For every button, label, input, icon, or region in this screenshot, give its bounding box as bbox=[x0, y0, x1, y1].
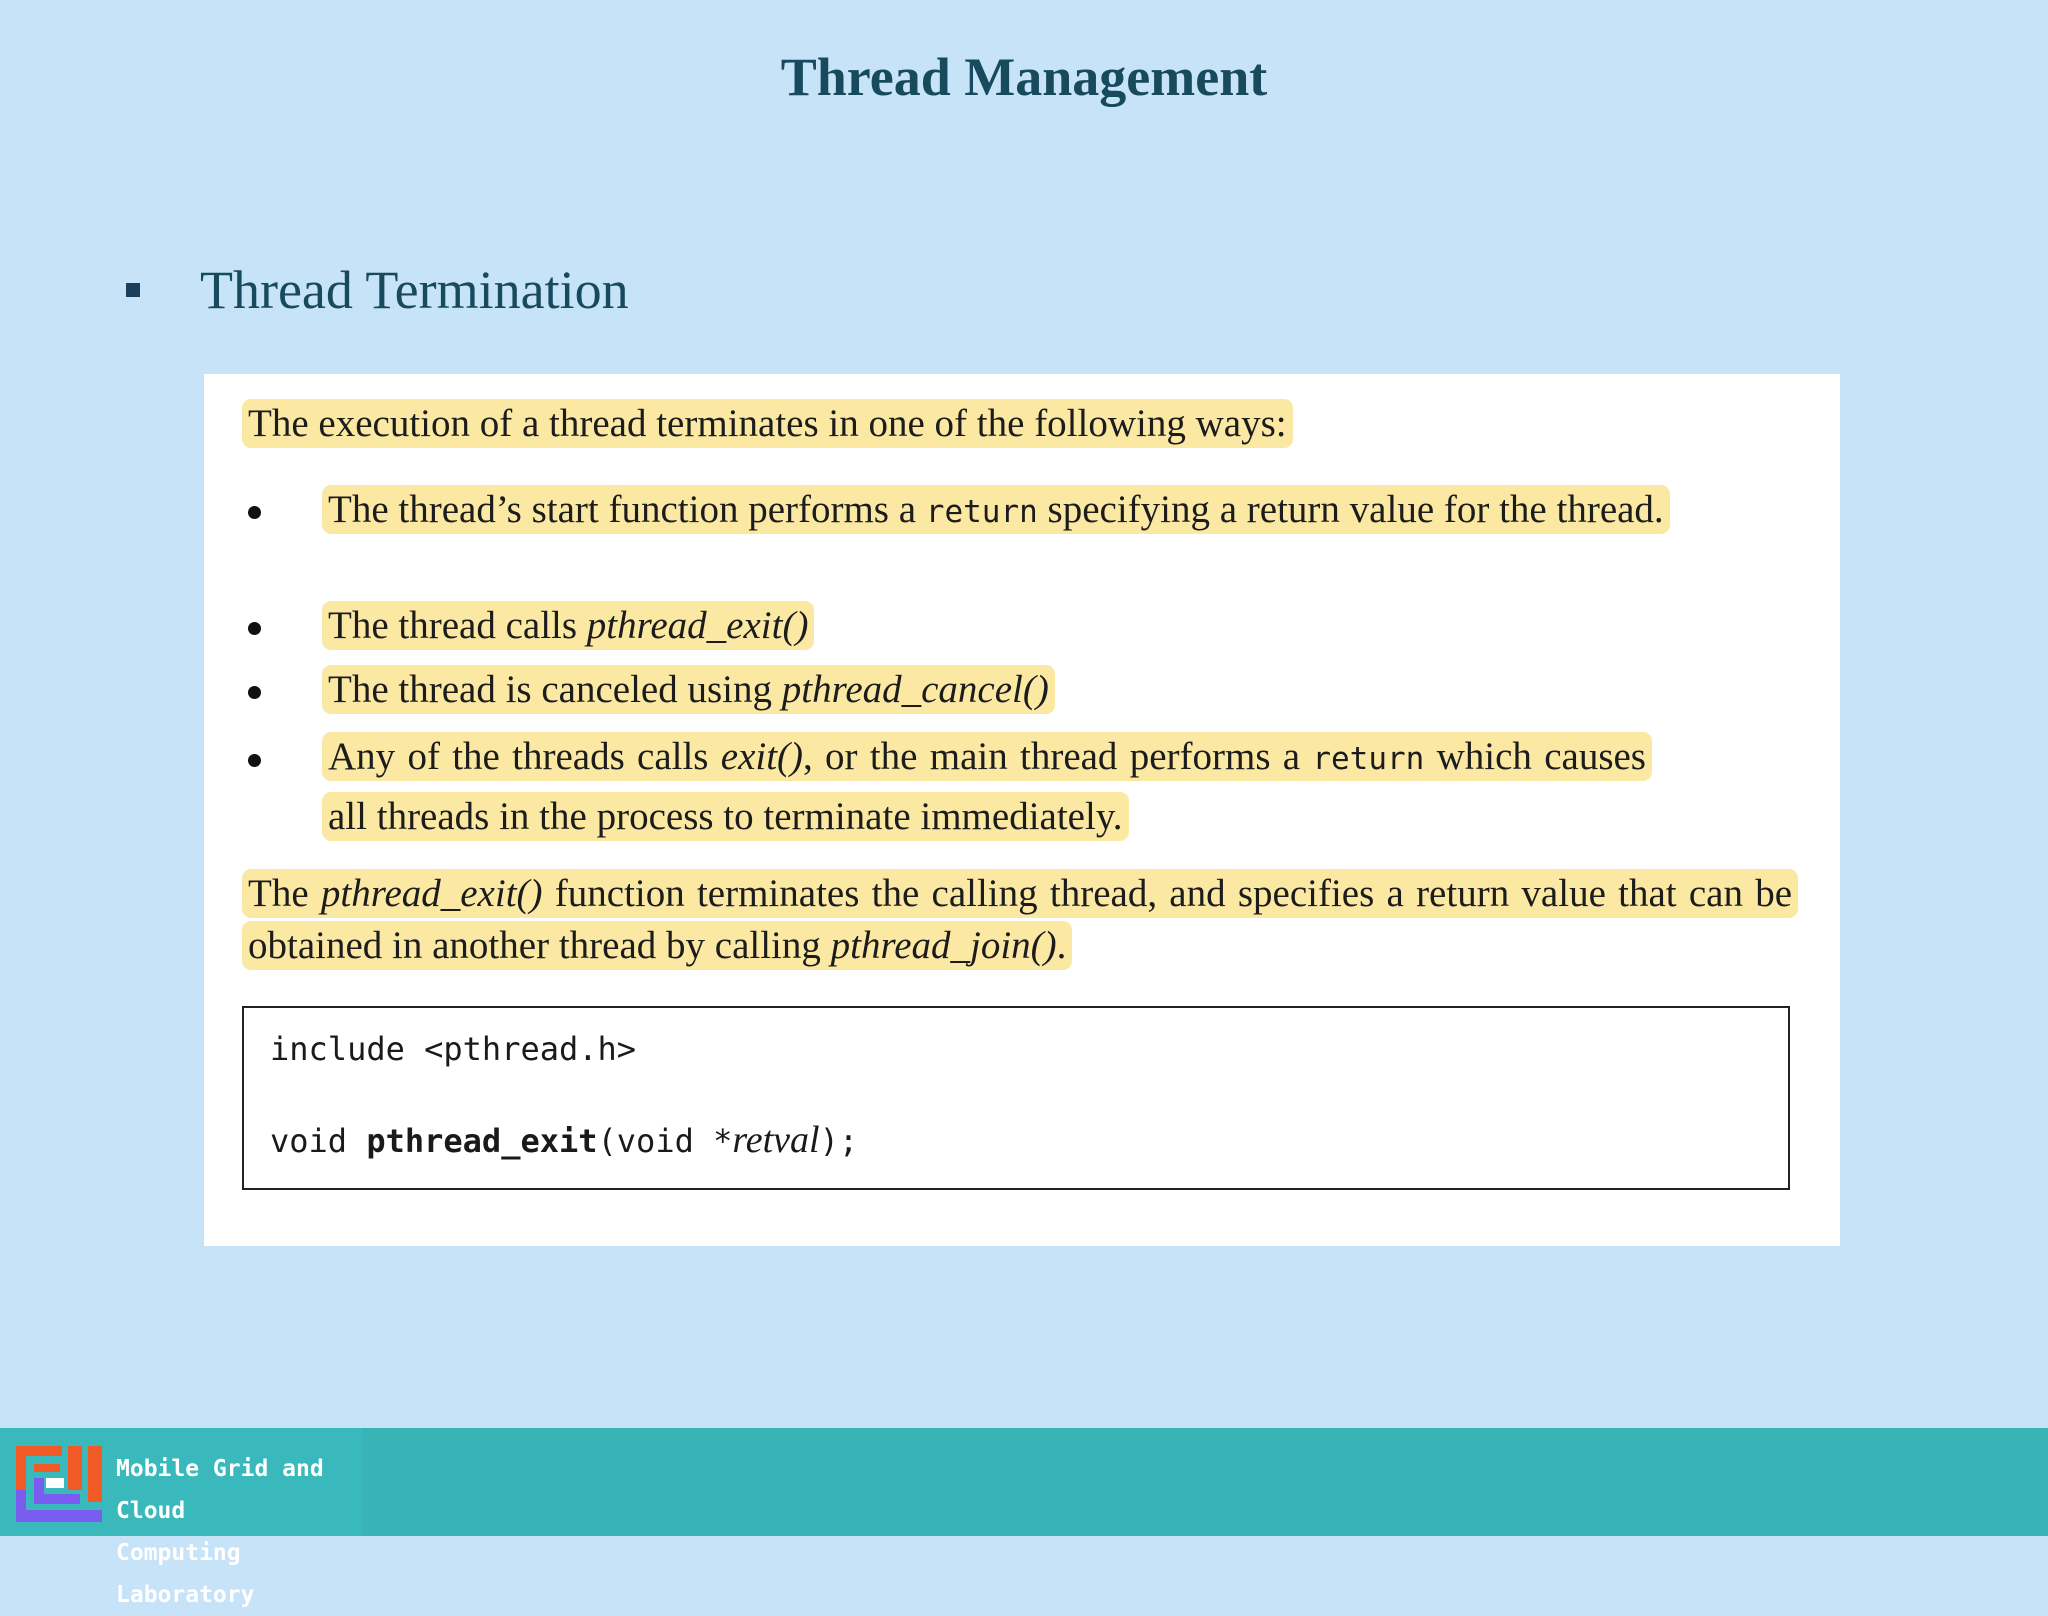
list-item bbox=[242, 728, 1798, 846]
pthread-exit-paragraph bbox=[242, 868, 1798, 972]
lab-name-line-1: Mobile Grid and Cloud bbox=[116, 1456, 324, 1524]
intro-paragraph bbox=[242, 398, 1798, 450]
lab-name-line-2: Computing Laboratory bbox=[116, 1540, 255, 1608]
item-4-text: Any of the threads calls bbox=[328, 735, 721, 778]
lab-logo-block bbox=[0, 1428, 362, 1608]
item-1-text: The thread’s start function performs a bbox=[328, 488, 926, 531]
pthread-exit-fn: pthread_exit() bbox=[586, 604, 809, 647]
pthread-cancel-fn: pthread_cancel() bbox=[781, 668, 1049, 711]
item-2-text: The thread calls bbox=[328, 604, 587, 647]
bullet-dot-icon bbox=[248, 622, 261, 635]
list-item bbox=[242, 484, 1798, 538]
exit-fn: exit() bbox=[720, 735, 804, 778]
return-keyword: return bbox=[1312, 741, 1425, 777]
lab-logo-icon bbox=[16, 1446, 102, 1522]
item-4-text-rest: which causes all threads in the process to terminate immediately. bbox=[328, 735, 1646, 838]
list-item-text bbox=[322, 664, 1798, 716]
code-line-signature bbox=[270, 1118, 858, 1162]
pthread-exit-fn: pthread_exit() bbox=[320, 872, 543, 915]
code-args: (void * bbox=[597, 1122, 733, 1160]
para-text-2: function terminates the calling thread, and specifies a return value that can be obtained in another thread by calling bbox=[248, 872, 1792, 967]
list-item-text bbox=[322, 484, 1798, 538]
item-1-text-rest: specifying a return value for the thread. bbox=[1037, 488, 1664, 531]
square-bullet-icon bbox=[126, 283, 140, 297]
item-3-text: The thread is canceled using bbox=[328, 668, 782, 711]
code-line-include: include <pthread.h> bbox=[270, 1030, 637, 1068]
book-excerpt-image bbox=[204, 374, 1840, 1246]
lab-name bbox=[116, 1448, 362, 1616]
para-text-3: . bbox=[1056, 924, 1067, 967]
footer-band bbox=[0, 1428, 2048, 1608]
bullet-thread-termination bbox=[126, 260, 629, 320]
return-keyword: return bbox=[925, 494, 1038, 530]
bullet-dot-icon bbox=[248, 506, 261, 519]
code-param: retval bbox=[732, 1119, 820, 1161]
pthread-join-fn: pthread_join() bbox=[830, 924, 1057, 967]
list-item bbox=[242, 664, 1798, 716]
slide-title: Thread Management bbox=[780, 47, 1268, 107]
item-4-text-mid: , or the main thread performs a bbox=[803, 735, 1313, 778]
intro-text: The execution of a thread terminates in one of the following ways: bbox=[242, 399, 1293, 448]
code-void: void bbox=[270, 1122, 367, 1160]
code-fn-name: pthread_exit bbox=[366, 1122, 598, 1160]
code-block bbox=[242, 1006, 1790, 1190]
list-item-text bbox=[322, 600, 1798, 652]
list-item bbox=[242, 600, 1798, 652]
bullet-dot-icon bbox=[248, 754, 261, 767]
code-end: ); bbox=[819, 1122, 859, 1160]
bullet-dot-icon bbox=[248, 686, 261, 699]
bullet-text: Thread Termination bbox=[200, 260, 629, 320]
para-text-1: The bbox=[248, 872, 321, 915]
list-item-text bbox=[322, 728, 1652, 846]
